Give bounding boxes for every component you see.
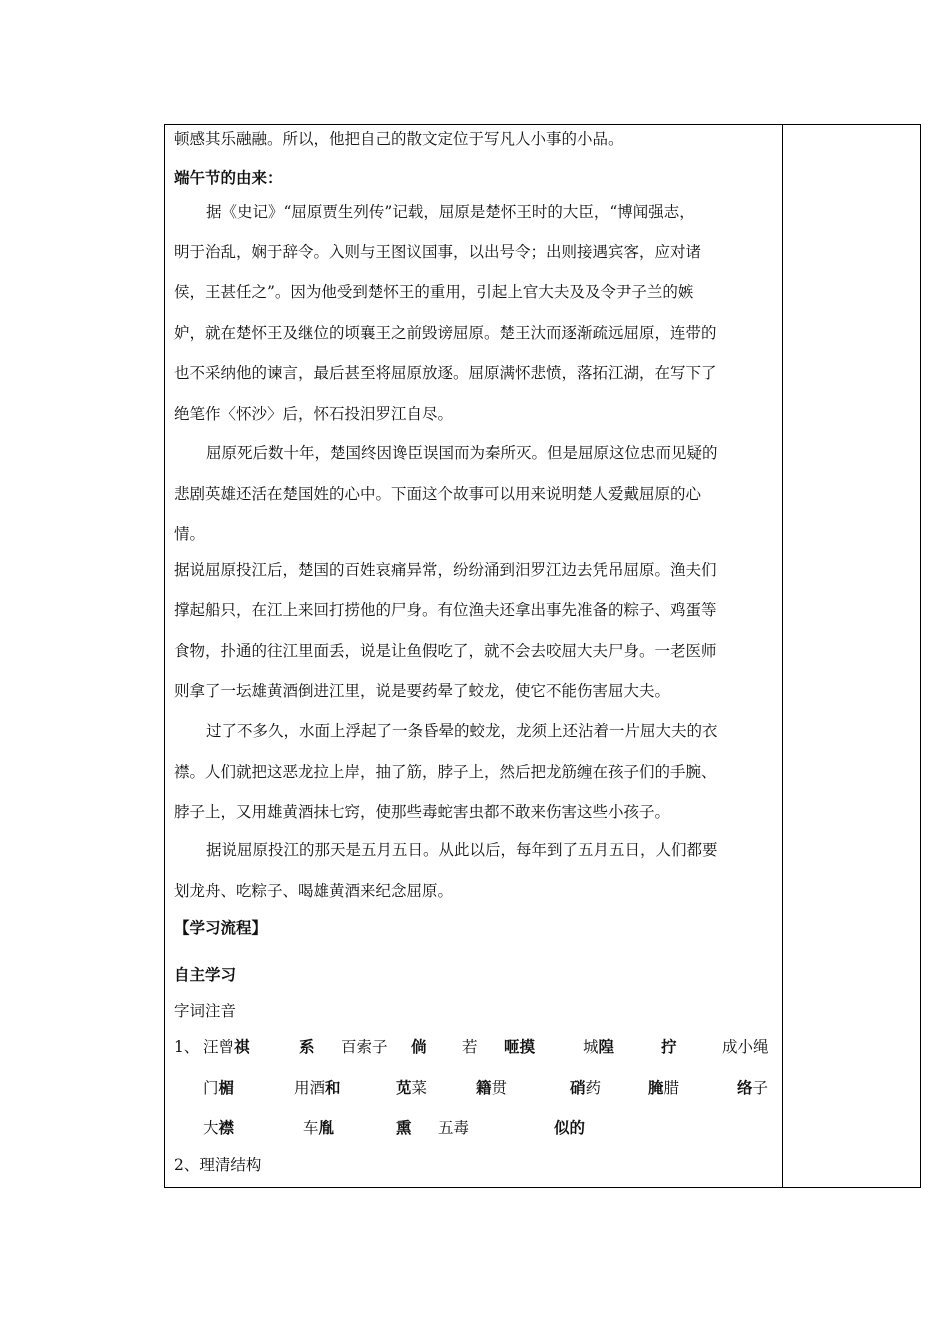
vocab-word: 大襟 — [203, 1118, 235, 1137]
para5-line: 划龙舟、吃粽子、喝雄黄酒来纪念屈原。 — [174, 882, 454, 900]
para3-line: 食物，扑通的往江里面丢，说是让鱼假吃了，就不会去咬屈大夫尸身。一老医师 — [174, 642, 717, 660]
heading-self-study: 自主学习 — [174, 965, 237, 984]
para3-line: 则拿了一坛雄黄酒倒进江里，说是要药晕了蛟龙，使它不能伤害屈大夫。 — [174, 682, 671, 700]
para1-line: 明于治乱，娴于辞令。入则与王图议国事，以出号令；出则接遇宾客，应对诸 — [174, 243, 702, 261]
para5-line: 据说屈原投江的那天是五月五日。从此以后，每年到了五月五日，人们都要 — [206, 841, 718, 859]
vocab-word: 络子 — [737, 1078, 769, 1097]
vocab-word: 若 — [462, 1038, 478, 1056]
vocab-word: 苋菜 — [396, 1078, 428, 1097]
para1-line: 也不采纳他的谏言，最后甚至将屈原放逐。屈原满怀悲愤，落拓江湖，在写下了 — [174, 364, 717, 382]
para1-line: 据《史记》“屈原贾生列传”记载，屈原是楚怀王时的大臣，“博闻强志， — [206, 203, 695, 221]
vocab-word: 城隍 — [583, 1037, 615, 1056]
vocab-word: 百索子 — [341, 1038, 388, 1056]
para4-line: 襟。人们就把这恶龙拉上岸，抽了筋，脖子上，然后把龙筋缠在孩子们的手腕、 — [174, 763, 717, 781]
vocab-word: 硝药 — [570, 1078, 602, 1097]
vocab-word: 熏 — [396, 1118, 412, 1137]
vocab-word: 车胤 — [303, 1118, 335, 1137]
heading-origin: 端午节的由来： — [174, 168, 283, 187]
vocab-word: 倘 — [411, 1037, 427, 1056]
para1-line: 侯，王甚任之”。因为他受到楚怀王的重用，引起上官大夫及及令尹子兰的嫉 — [174, 283, 694, 301]
vocab-word: 咂摸 — [504, 1037, 536, 1056]
para1-line: 妒，就在楚怀王及继位的顷襄王之前毁谤屈原。楚王汏而逐渐疏远屈原，连带的 — [174, 324, 717, 342]
vocab-word: 汪曾祺 — [203, 1037, 250, 1056]
para4-line: 脖子上，又用雄黄酒抹七窍，使那些毒蛇害虫都不敢来伤害这些小孩子。 — [174, 803, 671, 821]
vocab-word: 拧 — [661, 1037, 677, 1056]
vocab-word: 籍贯 — [476, 1078, 508, 1097]
paragraph-intro-end: 顿感其乐融融。所以，他把自己的散文定位于写凡人小事的小品。 — [174, 130, 624, 148]
vocab-item-label: 1、 — [174, 1038, 200, 1056]
lesson-table — [164, 124, 921, 1188]
para2-line: 屈原死后数十年，楚国终因谗臣误国而为秦所灭。但是屈原这位忠而见疑的 — [206, 444, 718, 462]
vocab-word: 五毒 — [438, 1119, 470, 1137]
para4-line: 过了不多久，水面上浮起了一条昏晕的蛟龙，龙须上还沾着一片屈大夫的衣 — [206, 722, 718, 740]
para3-line: 撑起船只，在江上来回打捞他的尸身。有位渔夫还拿出事先准备的粽子、鸡蛋等 — [174, 601, 717, 619]
vocab-word: 系 — [299, 1037, 315, 1056]
item-structure: 2、理清结构 — [174, 1156, 262, 1174]
vocab-word: 腌腊 — [648, 1078, 680, 1097]
para2-line: 情。 — [174, 525, 206, 543]
subheading-vocab: 字词注音 — [174, 1002, 237, 1020]
para1-line: 绝笔作〈怀沙〉后，怀石投汨罗江自尽。 — [174, 405, 454, 423]
para3-line: 据说屈原投江后，楚国的百姓哀痛异常，纷纷涌到汨罗江边去凭吊屈原。渔夫们 — [174, 561, 717, 579]
vocab-word: 似的 — [554, 1118, 586, 1137]
vocab-word: 成小绳 — [722, 1038, 769, 1056]
para2-line: 悲剧英雄还活在楚国姓的心中。下面这个故事可以用来说明楚人爱戴屈原的心 — [174, 485, 702, 503]
column-divider — [782, 125, 783, 1187]
vocab-word: 用酒和 — [294, 1078, 341, 1097]
heading-study-flow: 【学习流程】 — [174, 918, 268, 937]
vocab-word: 门楣 — [203, 1078, 235, 1097]
